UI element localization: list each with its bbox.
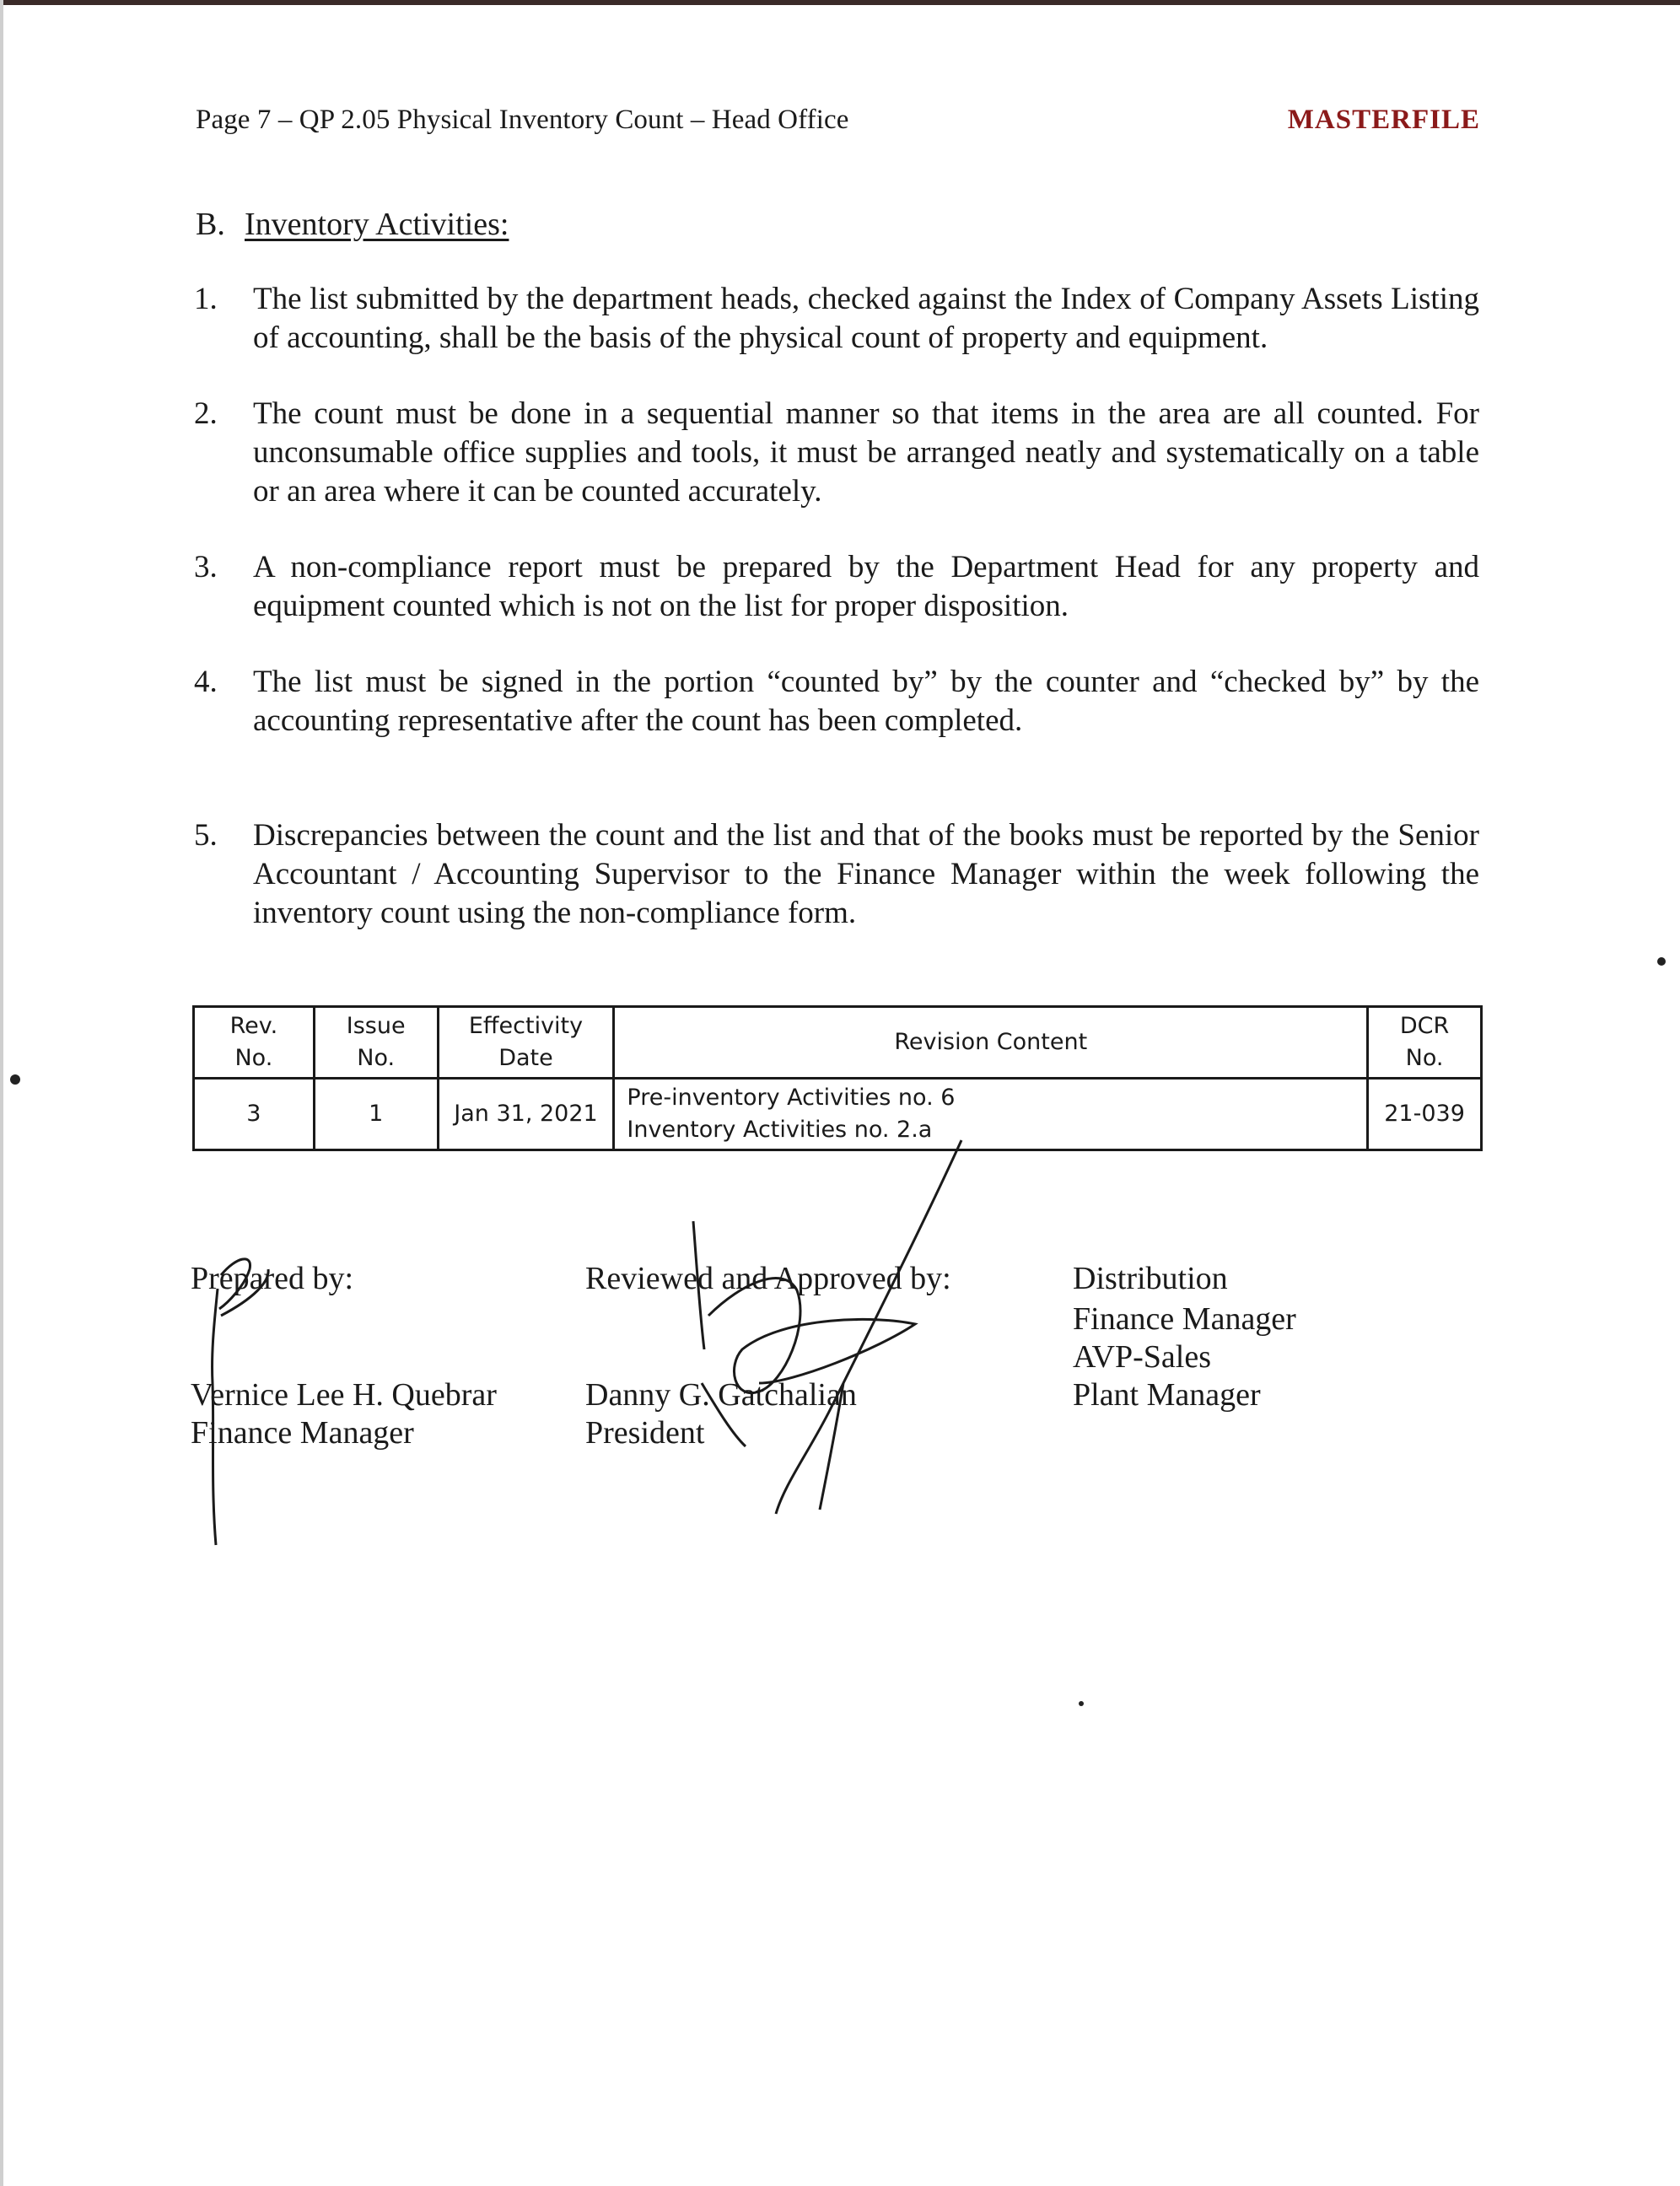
list-item-number: 4. <box>194 665 218 699</box>
list-item <box>194 395 1479 511</box>
list-item-text: Discrepancies between the count and the list and that of the books must be reported by the Senior Accountant / Accounting Supervisor to the Finance Manager within the week following the inventory count using the non-compliance form. <box>253 818 1479 930</box>
speck-mark <box>1079 1701 1084 1706</box>
list-item-text: The count must be done in a sequential manner so that items in the area are all counted. For unconsumable office supplies and tools, it must be arranged neatly and systematically on a table or an area where it can be counted accurately. <box>253 396 1479 509</box>
col-header-dcr-no: DCR No. <box>1368 1007 1482 1079</box>
cell-effectivity-date: Jan 31, 2021 <box>438 1079 614 1150</box>
col-header-rev-no: Rev. No. <box>194 1007 315 1079</box>
section-title: Inventory Activities: <box>245 207 509 242</box>
cell-rev-no: 3 <box>194 1079 315 1150</box>
list-item-number: 5. <box>194 818 218 853</box>
list-item-number: 3. <box>194 550 218 584</box>
cell-issue-no: 1 <box>314 1079 438 1150</box>
approved-by-label: Reviewed and Approved by: <box>585 1261 951 1296</box>
revision-table <box>192 1005 1483 1151</box>
list-item-number: 1. <box>194 282 218 316</box>
approved-by-signature <box>693 1140 961 1514</box>
distribution-item: AVP-Sales <box>1073 1339 1211 1375</box>
list-item <box>194 548 1479 626</box>
scan-edge-left <box>0 0 3 2186</box>
list-item <box>194 816 1479 933</box>
speck-mark <box>1657 957 1666 966</box>
masterfile-stamp: MASTERFILE <box>1287 105 1480 135</box>
table-header-row <box>194 1007 1482 1079</box>
col-header-effectivity-date: Effectivity Date <box>438 1007 614 1079</box>
prepared-by-label: Prepared by: <box>191 1261 354 1296</box>
speck-mark <box>10 1074 20 1085</box>
list-item-number: 2. <box>194 396 218 431</box>
list-item <box>194 280 1479 358</box>
distribution-item: Plant Manager <box>1073 1377 1261 1413</box>
list-item <box>194 663 1479 740</box>
col-header-issue-no: Issue No. <box>314 1007 438 1079</box>
list-item-text: The list must be signed in the portion “counted by” by the counter and “checked by” by the accounting representative after the count has been completed. <box>253 665 1479 738</box>
cell-revision-content: Pre-inventory Activities no. 6 Inventory Activities no. 2.a <box>614 1079 1368 1150</box>
list-item-text: A non-compliance report must be prepared by the Department Head for any property and equipment counted which is not on the list for proper disposition. <box>253 550 1479 623</box>
prepared-by-title: Finance Manager <box>191 1415 414 1451</box>
section-letter: B. <box>196 207 225 242</box>
distribution-item: Finance Manager <box>1073 1301 1296 1337</box>
approved-by-name: Danny G. Gatchalian <box>585 1377 857 1413</box>
distribution-label: Distribution <box>1073 1261 1228 1296</box>
page-header-title: Page 7 – QP 2.05 Physical Inventory Count – Head Office <box>196 105 849 135</box>
col-header-revision-content: Revision Content <box>614 1007 1368 1079</box>
section-heading <box>196 206 509 243</box>
approved-by-title: President <box>585 1415 705 1451</box>
table-row <box>194 1079 1482 1150</box>
list-item-text: The list submitted by the department heads, checked against the Index of Company Assets Listing of accounting, shall be the basis of the physical count of property and equipment. <box>253 282 1479 355</box>
prepared-by-name: Vernice Lee H. Quebrar <box>191 1377 497 1413</box>
cell-dcr-no: 21-039 <box>1368 1079 1482 1150</box>
scan-edge <box>0 0 1680 5</box>
